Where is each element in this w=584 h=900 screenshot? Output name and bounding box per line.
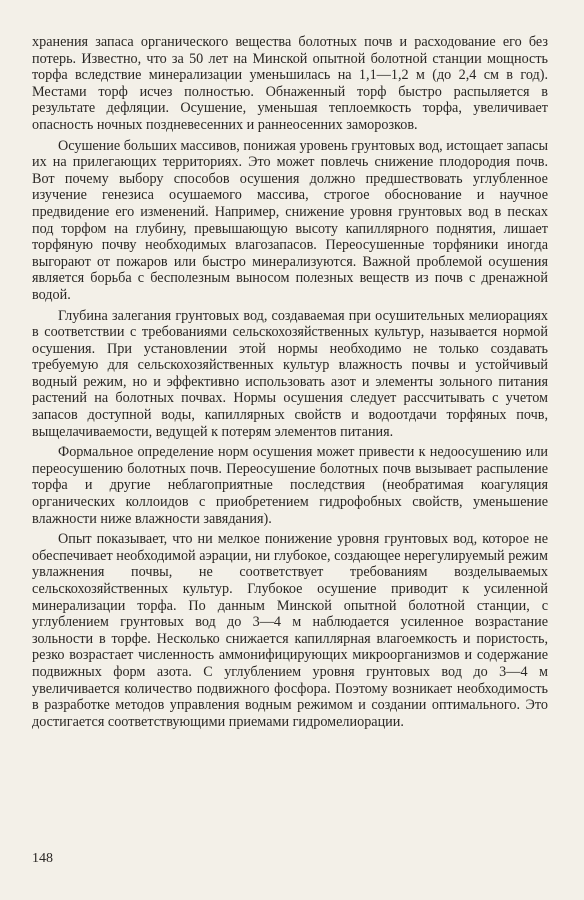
- paragraph-5: Опыт показывает, что ни мелкое понижение уровня грунтовых вод, которое не обеспечивает необходимой аэрации, ни глубокое, создающее нерегулируемый режим увлажнения почвы, не соответствует требованиям возделываемых сельскохозяйственных культур. Глубокое осушение приводит к усиленной минерализации торфа. По данным Минской опытной болотной станции, с углублением грунтовых вод до 3—4 м наблюдается усиленное возрастание зольности в торфе. Несколько снижается капиллярная влагоемкость и пористость, резко возрастает численность аммонифицирующих микроорганизмов и содержание подвижных форм азота. С углублением уровня грунтовых вод до 3—4 м увеличивается количество подвижного фосфора. Поэтому возникает необходимость в разработке методов управления водным режимом и создании оптимального. Это достигается соответствующими приемами гидромелиорации.: [32, 531, 548, 730]
- page-number: 148: [32, 851, 53, 866]
- paragraph-4: Формальное определение норм осушения может привести к недоосушению или переосушению болотных почв. Переосушение болотных почв вызывает распыление торфа и другие неблагоприятные последствия (необратимая коагуляция органических коллоидов с приобретением гидрофобных свойств, уменьшение влажности ниже влажности завядания).: [32, 444, 548, 527]
- paragraph-3: Глубина залегания грунтовых вод, создаваемая при осушительных мелиорациях в соответствии с требованиями сельскохозяйственных культур, называется нормой осушения. При установлении этой нормы необходимо не только создавать требуемую для сельскохозяйственных культур влажность почвы и устойчивый водный режим, но и эффективно использовать азот и элементы зольного питания растений на болотных почвах. Нормы осушения следует рассчитывать с учетом запасов доступной воды, капиллярных свойств и водоотдачи торфяных почв, выщелачиваемости, ведущей к потерям элементов питания.: [32, 307, 548, 440]
- page-body: [32, 34, 548, 730]
- paragraph-1: хранения запаса органического вещества болотных почв и расходование его без потерь. Известно, что за 50 лет на Минской опытной болотной станции мощность торфа вследствие минерализации уменьшилась на 1,1—1,2 м (до 2,4 см в год). Местами торф исчез полностью. Обнаженный торф быстро распыляется в результате дефляции. Осушение, уменьшая теплоемкость торфа, увеличивает опасность ночных поздневесенних и раннеосенних заморозков.: [32, 34, 548, 133]
- paragraph-2: Осушение больших массивов, понижая уровень грунтовых вод, истощает запасы их на прилегающих территориях. Это может повлечь снижение плодородия почв. Вот почему выбору способов осушения должно предшествовать углубленное изучение генезиса осушаемого массива, строгое обоснование и научное предвидение его изменений. Например, снижение уровня грунтовых вод в песках под торфом на глубину, превышающую высоту капиллярного поднятия, лишает торфяную почву необходимых влагозапасов. Переосушенные торфяники иногда выгорают от пожаров или быстро минерализуются. Важной проблемой осушения является борьба с бесполезным выносом полезных веществ из почв с дренажной водой.: [32, 137, 548, 303]
